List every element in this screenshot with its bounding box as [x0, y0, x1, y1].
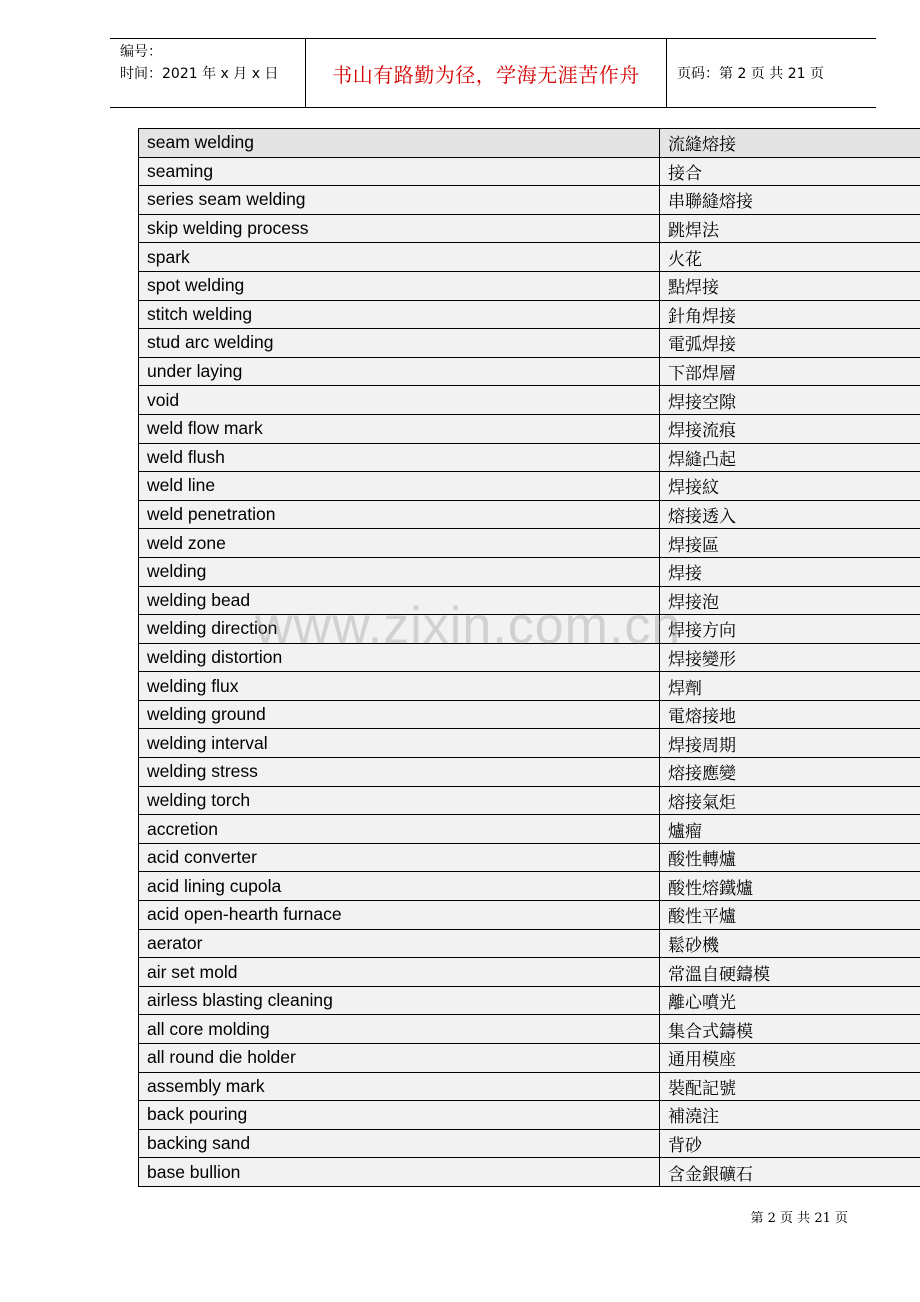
table-row	[139, 872, 920, 901]
term-english: weld zone	[139, 529, 660, 557]
term-chinese: 背砂	[668, 1136, 702, 1157]
term-english: seam welding	[139, 129, 660, 157]
table-row	[139, 529, 920, 558]
term-english: weld penetration	[139, 501, 660, 529]
term-chinese: 焊接區	[668, 535, 719, 556]
table-row	[139, 615, 920, 644]
watermark: www.zixin.com.cn	[255, 597, 682, 655]
table-row	[139, 386, 920, 415]
table-row	[139, 844, 920, 873]
term-chinese: 點焊接	[668, 278, 719, 299]
table-row	[139, 186, 920, 215]
term-english: skip welding process	[139, 215, 660, 243]
term-chinese: 離心噴光	[668, 993, 736, 1014]
term-english: welding direction	[139, 615, 660, 643]
term-chinese: 焊接周期	[668, 735, 736, 756]
table-row	[139, 558, 920, 587]
term-english: welding torch	[139, 787, 660, 815]
table-row	[139, 501, 920, 530]
term-chinese: 熔接應變	[668, 764, 736, 785]
table-row	[139, 644, 920, 673]
table-row	[139, 444, 920, 473]
table-row	[139, 129, 920, 158]
table-row	[139, 329, 920, 358]
term-chinese: 裝配記號	[668, 1078, 736, 1099]
table-row	[139, 158, 920, 187]
term-chinese: 跳焊法	[668, 221, 719, 242]
term-english: air set mold	[139, 958, 660, 986]
glossary-table	[138, 128, 920, 1187]
term-english: welding bead	[139, 587, 660, 615]
term-chinese: 熔接氣炬	[668, 792, 736, 813]
page-footer: 第 2 页 共 21 页	[750, 1211, 848, 1226]
term-english: acid converter	[139, 844, 660, 872]
term-chinese: 火花	[668, 249, 702, 270]
header-meta	[110, 39, 306, 107]
term-english: spot welding	[139, 272, 660, 300]
term-chinese: 酸性平爐	[668, 907, 736, 928]
term-english: spark	[139, 243, 660, 271]
term-chinese: 爐瘤	[668, 821, 702, 842]
term-english: welding interval	[139, 729, 660, 757]
table-row	[139, 1158, 920, 1187]
term-english: acid open-hearth furnace	[139, 901, 660, 929]
term-english: base bullion	[139, 1158, 660, 1186]
term-chinese: 焊接變形	[668, 649, 736, 670]
header-motto: 书山有路勤为径，学海无涯苦作舟	[306, 39, 667, 107]
document-number-label: 编号：	[120, 44, 162, 60]
term-english: weld flow mark	[139, 415, 660, 443]
term-english: welding distortion	[139, 644, 660, 672]
term-english: aerator	[139, 930, 660, 958]
term-english: welding	[139, 558, 660, 586]
term-english: acid lining cupola	[139, 872, 660, 900]
term-chinese: 串聯縫熔接	[668, 192, 753, 213]
term-english: weld flush	[139, 444, 660, 472]
term-chinese: 焊縫凸起	[668, 449, 736, 470]
term-english: all round die holder	[139, 1044, 660, 1072]
term-chinese: 鬆砂機	[668, 935, 719, 956]
term-chinese: 集合式鑄模	[668, 1021, 753, 1042]
term-english: series seam welding	[139, 186, 660, 214]
term-english: welding ground	[139, 701, 660, 729]
term-chinese: 針角焊接	[668, 306, 736, 327]
term-chinese: 酸性熔鐵爐	[668, 878, 753, 899]
term-english: stitch welding	[139, 301, 660, 329]
term-english: welding flux	[139, 672, 660, 700]
term-chinese: 酸性轉爐	[668, 850, 736, 871]
term-chinese: 電熔接地	[668, 707, 736, 728]
term-chinese: 下部焊層	[668, 364, 736, 385]
term-chinese: 焊接	[668, 564, 702, 585]
term-chinese: 含金銀礦石	[668, 1164, 753, 1185]
table-row	[139, 1130, 920, 1159]
term-chinese: 電弧焊接	[668, 335, 736, 356]
term-chinese: 通用模座	[668, 1050, 736, 1071]
term-chinese: 常溫自硬鑄模	[668, 964, 770, 985]
table-row	[139, 1073, 920, 1102]
term-chinese: 焊接空隙	[668, 392, 736, 413]
table-row	[139, 701, 920, 730]
term-english: airless blasting cleaning	[139, 987, 660, 1015]
table-row	[139, 815, 920, 844]
term-chinese: 焊接紋	[668, 478, 719, 499]
term-chinese: 流縫熔接	[668, 135, 736, 156]
table-row	[139, 415, 920, 444]
term-english: back pouring	[139, 1101, 660, 1129]
term-english: under laying	[139, 358, 660, 386]
term-chinese: 焊接泡	[668, 592, 719, 613]
document-date-label: 时间：2021 年 x 月 x 日	[120, 66, 279, 82]
table-row	[139, 987, 920, 1016]
table-row	[139, 215, 920, 244]
table-row	[139, 958, 920, 987]
term-english: stud arc welding	[139, 329, 660, 357]
table-row	[139, 901, 920, 930]
term-english: all core molding	[139, 1015, 660, 1043]
table-row	[139, 672, 920, 701]
term-english: backing sand	[139, 1130, 660, 1158]
term-english: weld line	[139, 472, 660, 500]
page-header	[110, 38, 876, 108]
term-english: void	[139, 386, 660, 414]
table-row	[139, 758, 920, 787]
term-english: accretion	[139, 815, 660, 843]
table-row	[139, 1044, 920, 1073]
table-row	[139, 358, 920, 387]
table-row	[139, 1015, 920, 1044]
table-row	[139, 272, 920, 301]
term-english: welding stress	[139, 758, 660, 786]
table-row	[139, 301, 920, 330]
table-row	[139, 930, 920, 959]
term-chinese: 接合	[668, 163, 702, 184]
term-chinese: 焊接流痕	[668, 421, 736, 442]
term-english: assembly mark	[139, 1073, 660, 1101]
table-row	[139, 243, 920, 272]
table-row	[139, 587, 920, 616]
term-english: seaming	[139, 158, 660, 186]
term-chinese: 補澆注	[668, 1107, 719, 1128]
table-row	[139, 787, 920, 816]
term-chinese: 熔接透入	[668, 507, 736, 528]
header-page-number: 页码：第 2 页 共 21 页	[677, 66, 824, 82]
table-row	[139, 729, 920, 758]
table-row	[139, 1101, 920, 1130]
term-chinese: 焊接方向	[668, 621, 736, 642]
table-row	[139, 472, 920, 501]
term-chinese: 焊劑	[668, 678, 702, 699]
